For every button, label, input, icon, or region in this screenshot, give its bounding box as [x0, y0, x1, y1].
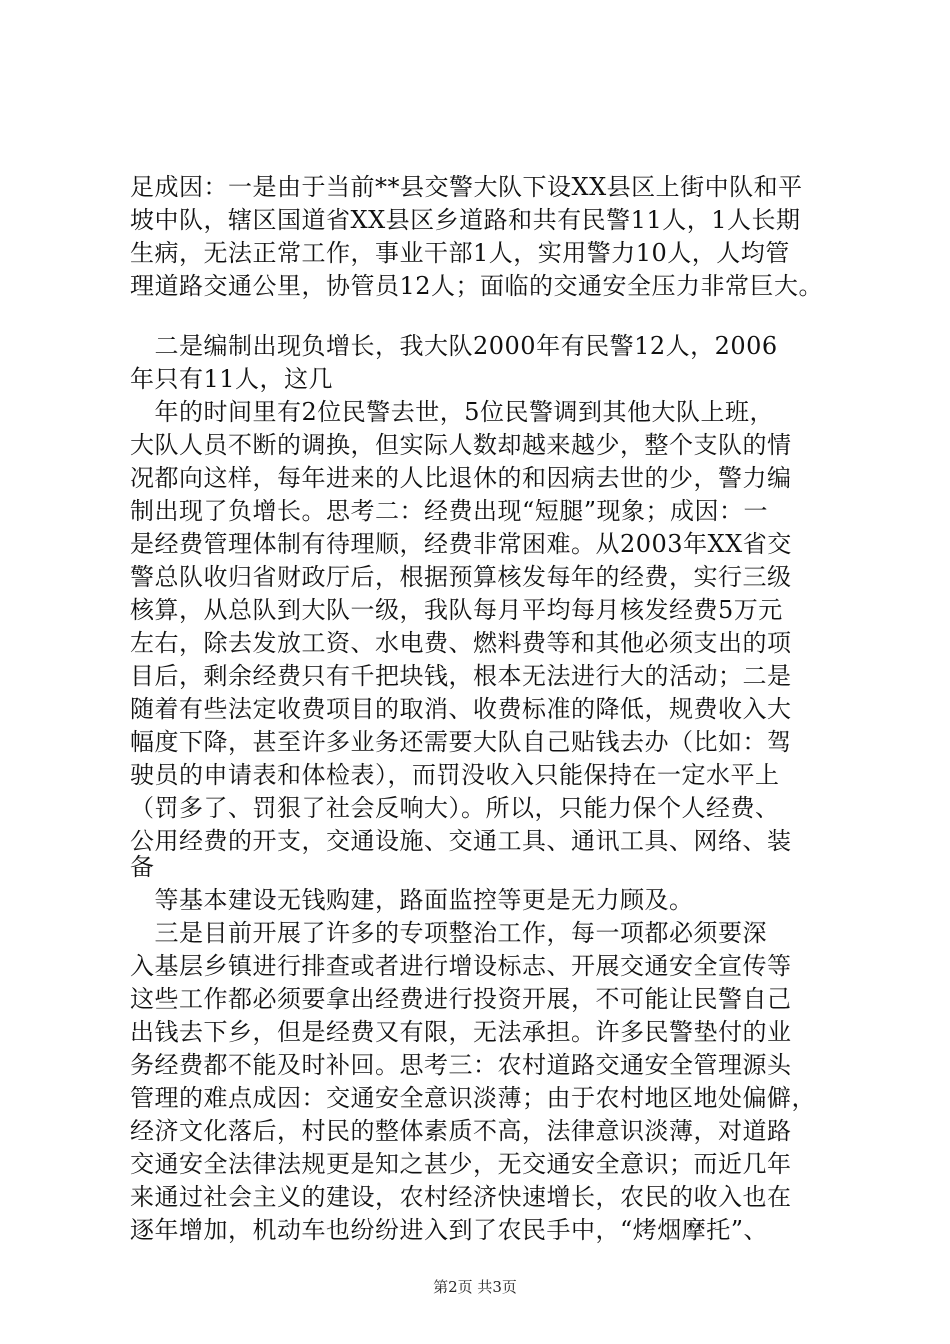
- text-line: 备: [130, 853, 155, 881]
- text-line: 务经费都不能及时补回。思考三：农村道路交通安全管理源头: [130, 1051, 792, 1079]
- text-line: 经济文化落后，村民的整体素质不高，法律意识淡薄，对道路: [130, 1117, 792, 1145]
- text-line: 坡中队，辖区国道省XX县区乡道路和共有民警11人，1人长期: [130, 206, 801, 234]
- text-line: 三是目前开展了许多的专项整治工作，每一项都必须要深: [130, 919, 767, 947]
- text-line: 足成因：一是由于当前**县交警大队下设XX县区上街中队和平: [130, 173, 803, 201]
- text-line: 左右，除去发放工资、水电费、燃料费等和其他必须支出的项: [130, 629, 792, 657]
- text-line: 公用经费的开支，交通设施、交通工具、通讯工具、网络、装: [130, 827, 792, 855]
- text-line: 随着有些法定收费项目的取消、收费标准的降低，规费收入大: [130, 695, 792, 723]
- text-line: 入基层乡镇进行排查或者进行增设标志、开展交通安全宣传等: [130, 952, 792, 980]
- text-line: 警总队收归省财政厅后，根据预算核发每年的经费，实行三级: [130, 563, 792, 591]
- text-line: 制出现了负增长。思考二：经费出现“短腿”现象；成因：一: [130, 497, 769, 525]
- page-footer: 第2页 共3页: [433, 1278, 517, 1296]
- text-line: 驶员的申请表和体检表），而罚没收入只能保持在一定水平上: [130, 761, 780, 789]
- text-line: 出钱去下乡，但是经费又有限，无法承担。许多民警垫付的业: [130, 1018, 792, 1046]
- text-line: 交通安全法律法规更是知之甚少，无交通安全意识；而近几年: [130, 1150, 792, 1178]
- text-line: 大队人员不断的调换，但实际人数却越来越少，整个支队的情: [130, 431, 792, 459]
- text-line: 来通过社会主义的建设，农村经济快速增长，农民的收入也在: [130, 1183, 792, 1211]
- text-line: 是经费管理体制有待理顺，经费非常困难。从2003年XX省交: [130, 530, 792, 558]
- text-line: 理道路交通公里，协管员12人；面临的交通安全压力非常巨大。: [130, 272, 824, 300]
- text-line: 况都向这样，每年进来的人比退休的和因病去世的少，警力编: [130, 464, 792, 492]
- text-line: 二是编制出现负增长，我大队2000年有民警12人，2006: [130, 332, 778, 360]
- text-line: 幅度下降，甚至许多业务还需要大队自己贴钱去办（比如：驾: [130, 728, 792, 756]
- text-line: 这些工作都必须要拿出经费进行投资开展，不可能让民警自己: [130, 985, 792, 1013]
- text-line: 等基本建设无钱购建，路面监控等更是无力顾及。: [130, 886, 694, 914]
- text-line: 核算，从总队到大队一级，我队每月平均每月核发经费5万元: [130, 596, 783, 624]
- text-line: 目后，剩余经费只有千把块钱，根本无法进行大的活动；二是: [130, 662, 792, 690]
- text-line: 管理的难点成因：交通安全意识淡薄；由于农村地区地处偏僻，: [130, 1084, 816, 1112]
- text-line: 逐年增加，机动车也纷纷进入到了农民手中，“烤烟摩托”、: [130, 1216, 769, 1244]
- text-line: （罚多了、罚狠了社会反响大）。所以，只能力保个人经费、: [130, 794, 780, 822]
- text-line: 年只有11人，这几: [130, 365, 334, 393]
- text-line: 年的时间里有2位民警去世，5位民警调到其他大队上班，: [130, 398, 775, 426]
- text-line: 生病，无法正常工作，事业干部1人，实用警力10人，人均管: [130, 239, 790, 267]
